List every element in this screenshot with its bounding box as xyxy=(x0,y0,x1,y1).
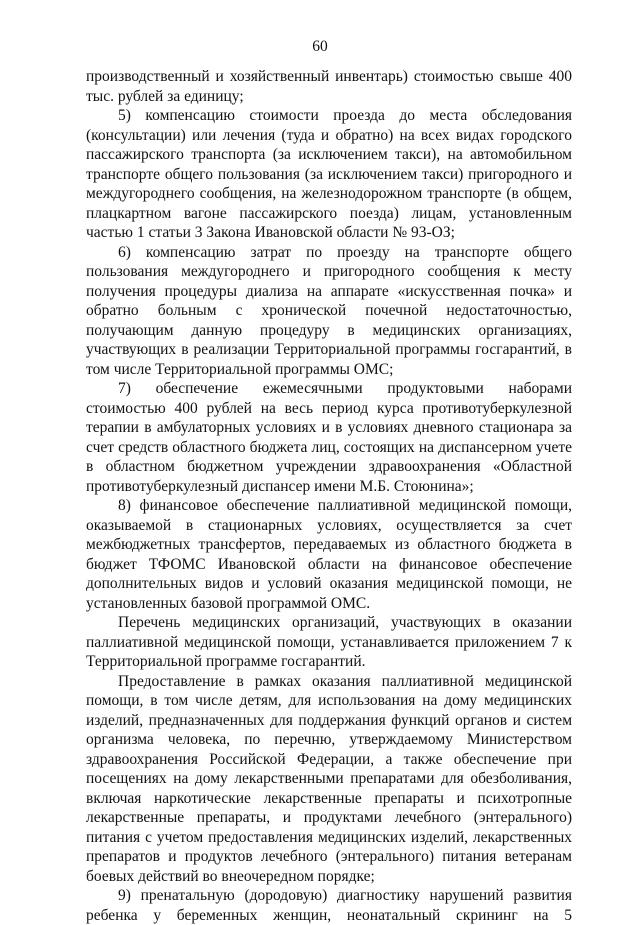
page-number: 60 xyxy=(312,38,328,55)
paragraph-inventory-continuation: производственный и хозяйственный инвентарь) стоимостью свыше 400 тыс. рублей за единицу; xyxy=(86,68,572,105)
document-body xyxy=(86,67,572,925)
paragraph-item-5-travel-compensation: 5) компенсацию стоимости проезда до места обследования (консультации) или лечения (туда и обратно) на всех видах городского пассажирского транспорта (за исключением такси), на автомобильном транспорте общего пользования (за исключением такси) пригородного и междугороднего сообщения, на железнодорожном транспорте (в общем, плацкартном вагоне пассажирского поезда) лицам, установленным частью 1 статьи 3 Закона Ивановской области № 93-ОЗ; xyxy=(86,107,572,241)
paragraph-item-6-dialysis-travel: 6) компенсацию затрат по проезду на транспорте общего пользования междугороднего и пригородного сообщения к месту получения процедуры диализа на аппарате «искусственная почка» и обратно больным с хронической почечной недостаточностью, получающим данную процедуру в медицинских организациях, участвующих в реализации Территориальной программы госгарантий, в том числе Территориальной программы ОМС; xyxy=(86,243,572,378)
paragraph-palliative-organizations-list: Перечень медицинских организаций, участвующих в оказании паллиативной медицинской помощи, устанавливается приложением 7 к Территориальной программе госгарантий. xyxy=(86,614,572,670)
paragraph-home-medical-devices: Предоставление в рамках оказания паллиативной медицинской помощи, в том числе детям, для использования на дому медицинских изделий, предназначенных для поддержания функций органов и систем организма человека, по перечню, утверждаемому Министерством здравоохранения Российской Федерации, а также обеспечение при посещениях на дому лекарственными препаратами для обезболивания, включая наркотические лекарственные препараты и психотропные лекарственные препараты, и продуктами лечебного (энтерального) питания с учетом предоставления медицинских изделий, лекарственных препаратов и продуктов лечебного (энтерального) питания ветеранам боевых действий во внеочередном порядке; xyxy=(86,672,572,885)
paragraph-item-7-food-sets: 7) обеспечение ежемесячными продуктовыми наборами стоимостью 400 рублей на весь период курса противотуберкулезной терапии в амбулаторных условиях и в условиях дневного стационара за счет средств областного бюджета лиц, состоящих на диспансерном учете в областном бюджетном учреждении здравоохранения «Областной противотуберкулезный диспансер имени М.Б. Стоюнина»; xyxy=(86,380,572,495)
paragraph-item-9-prenatal-diagnostics: 9) пренатальную (дородовую) диагностику нарушений развития ребенка у беременных женщин, неонатальный скрининг на 5 xyxy=(86,887,572,924)
paragraph-item-8-palliative-financing: 8) финансовое обеспечение паллиативной медицинской помощи, оказываемой в стационарных условиях, осуществляется за счет межбюджетных трансфертов, передаваемых из областного бюджета в бюджет ТФОМС Ивановской области на финансовое обеспечение дополнительных видов и условий оказания медицинской помощи, не установленных базовой программой ОМС. xyxy=(86,497,572,612)
